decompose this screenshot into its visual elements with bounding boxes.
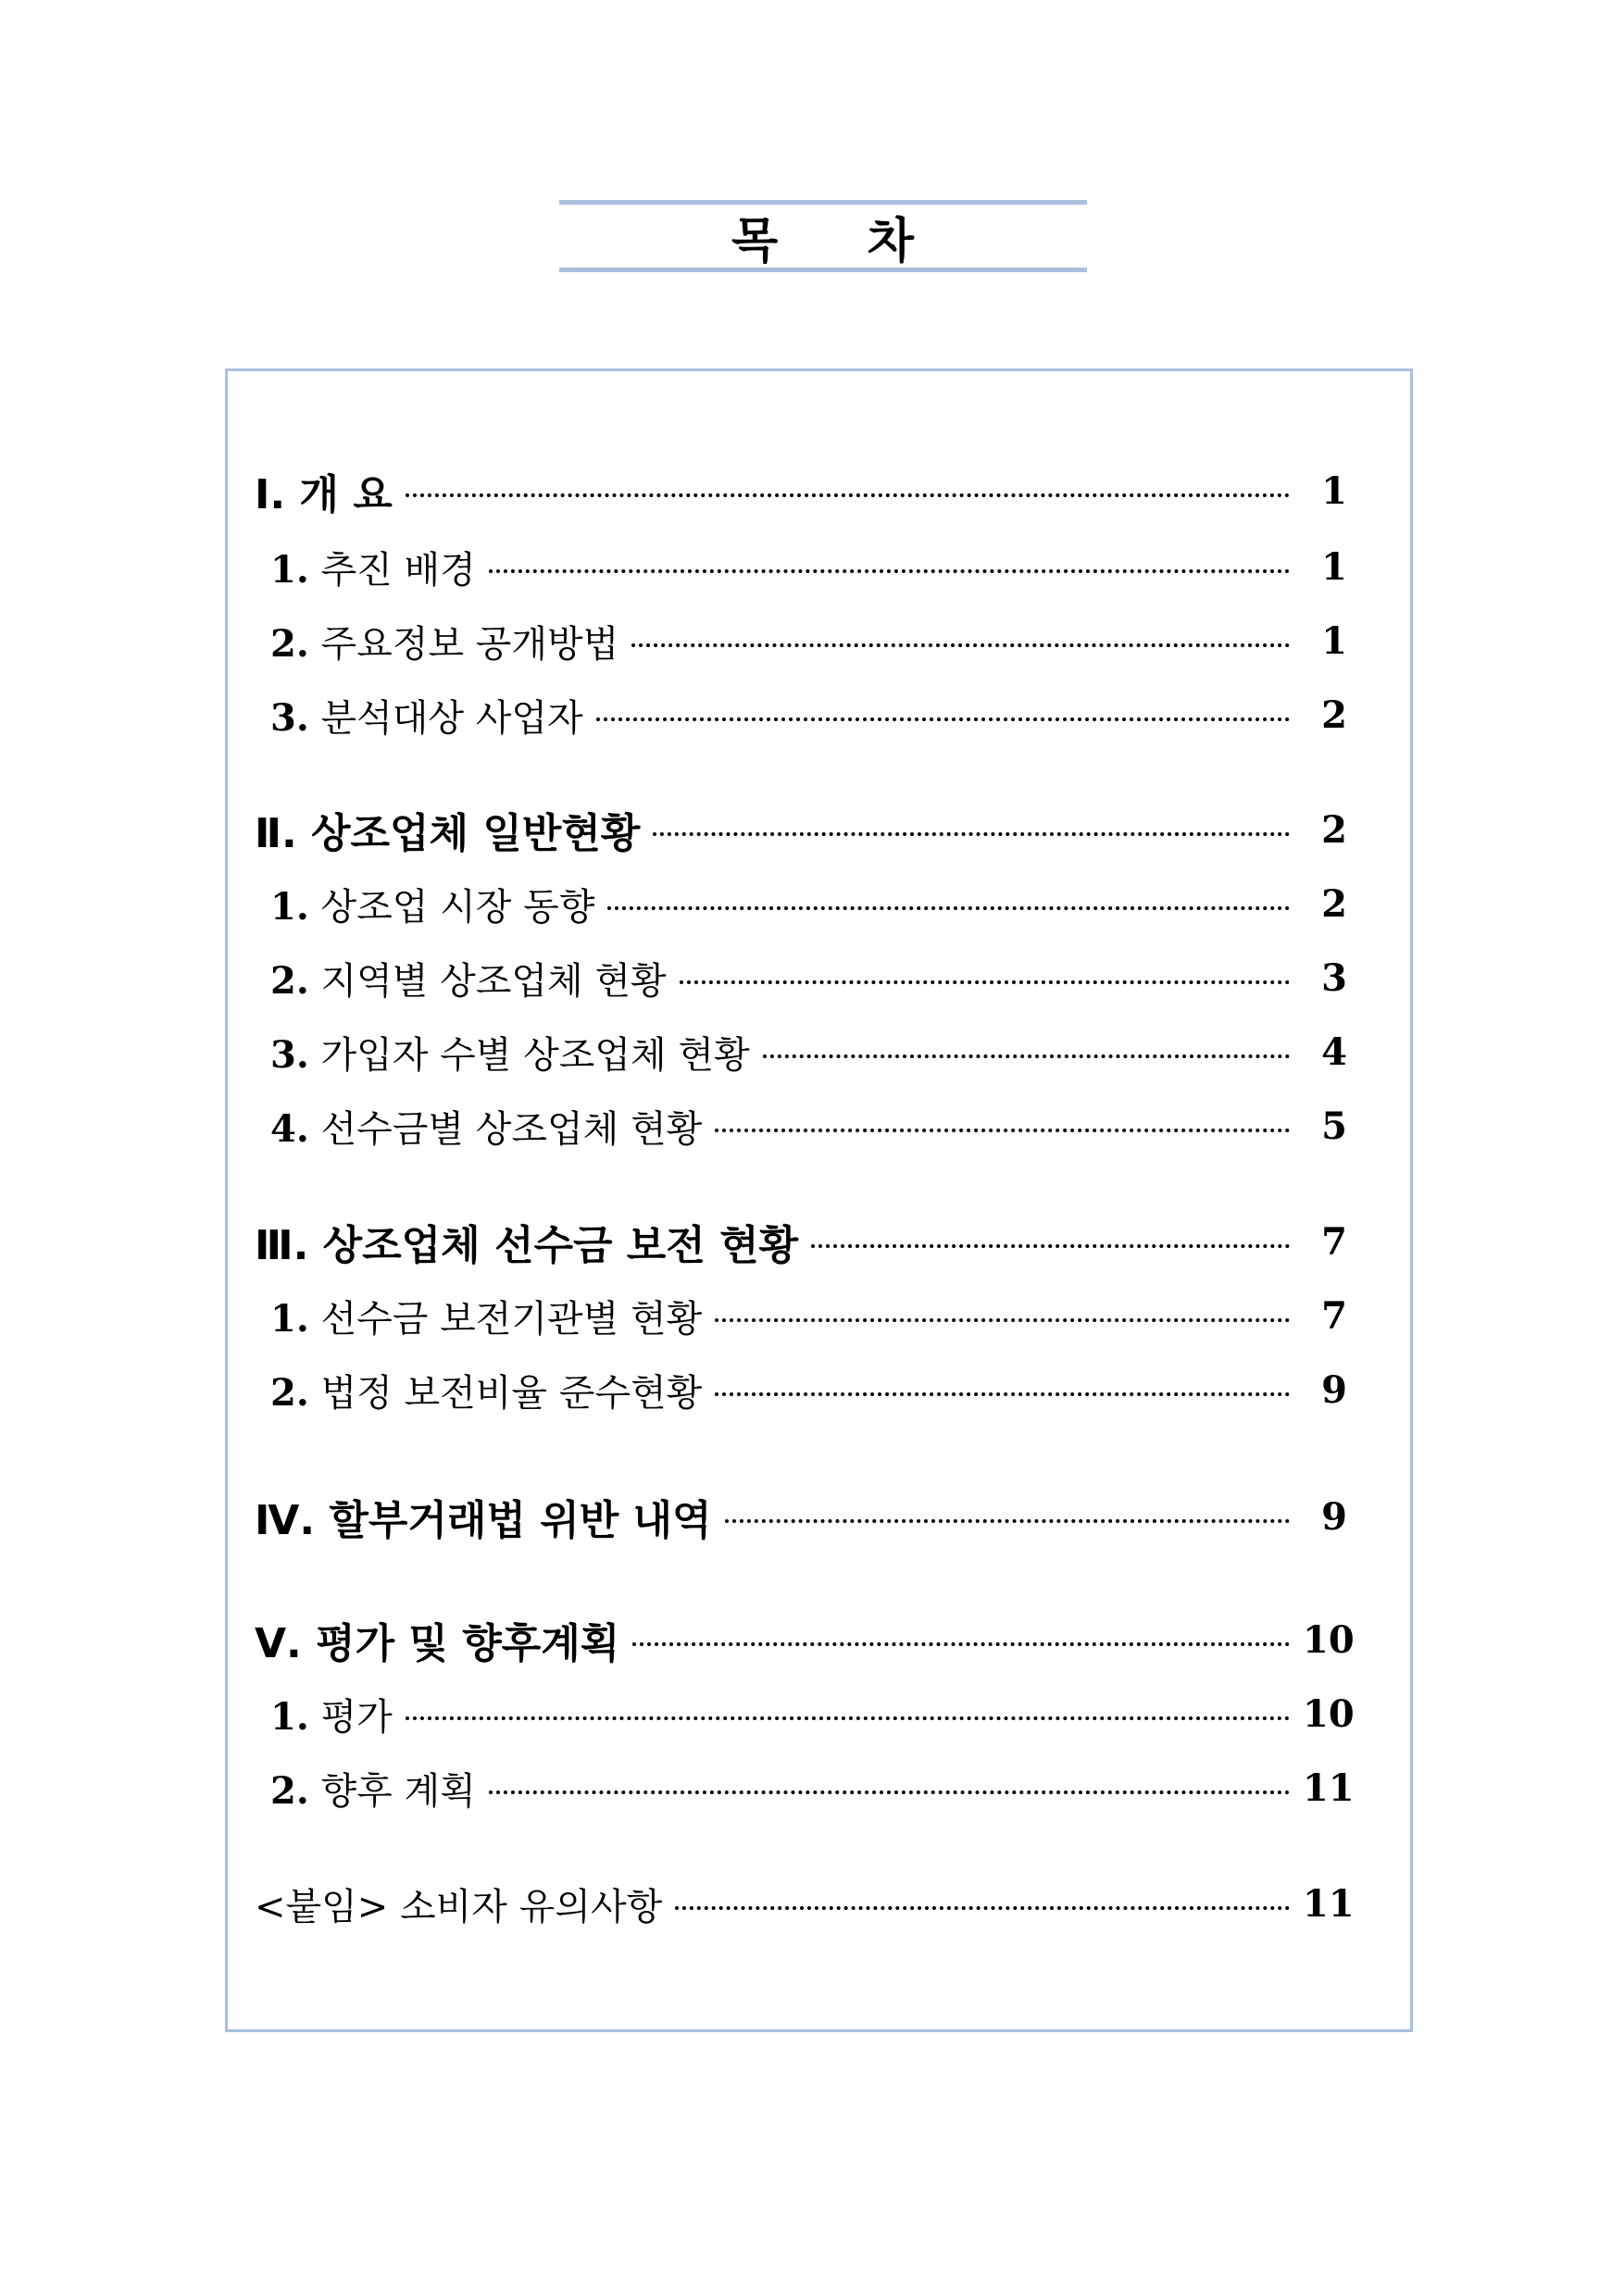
- toc-entry-label: 지역별 상조업체 현황: [320, 959, 667, 1003]
- dot-leader: [725, 1519, 1290, 1523]
- toc-entry-text: [270, 689, 583, 742]
- dot-leader: [715, 1318, 1290, 1322]
- toc-entry-text: [270, 1688, 393, 1741]
- dot-leader: [680, 980, 1290, 984]
- toc-entry-appendix[interactable]: [255, 1876, 1355, 1931]
- toc-entry-2-1[interactable]: [270, 876, 1347, 931]
- toc-entry-label: 추진 배경: [320, 548, 476, 592]
- page-title: 목 차: [731, 213, 915, 269]
- toc-page-number: 11: [1303, 1881, 1355, 1926]
- toc-entry-2-4[interactable]: [270, 1098, 1347, 1154]
- toc-entry-text: [270, 952, 667, 1004]
- dot-leader: [632, 1642, 1290, 1646]
- toc-page-number: 3: [1321, 955, 1347, 1000]
- toc-page-number: 4: [1321, 1029, 1347, 1074]
- toc-entry-section-3[interactable]: [255, 1214, 1347, 1269]
- toc-page-number: 1: [1321, 618, 1347, 663]
- toc-page-number: 7: [1321, 1293, 1347, 1338]
- dot-leader: [631, 643, 1290, 647]
- toc-entry-3-2[interactable]: [270, 1362, 1347, 1417]
- toc-page-number: 2: [1321, 693, 1347, 737]
- toc-entry-text: [270, 1364, 702, 1416]
- toc-entry-section-2[interactable]: [255, 802, 1347, 857]
- toc-entry-number: 1.: [270, 884, 309, 929]
- toc-entry-5-1[interactable]: [270, 1686, 1355, 1741]
- toc-entry-1-3[interactable]: [270, 687, 1347, 742]
- toc-entry-label: 법정 보전비율 준수현황: [320, 1371, 703, 1415]
- toc-entry-3-1[interactable]: [270, 1288, 1347, 1343]
- dot-leader: [715, 1392, 1290, 1396]
- dot-leader: [596, 718, 1290, 721]
- toc-entry-5-2[interactable]: [270, 1760, 1355, 1816]
- toc-page-number: 11: [1303, 1766, 1355, 1810]
- toc-entry-number: 2.: [270, 1370, 309, 1415]
- toc-entry-number: 1.: [270, 547, 309, 592]
- toc-entry-label: 선수금 보전기관별 현황: [320, 1297, 703, 1341]
- toc-page-number: 10: [1303, 1691, 1355, 1736]
- toc-entry-number: 4.: [270, 1106, 309, 1151]
- dot-leader: [715, 1129, 1290, 1132]
- dot-leader: [607, 906, 1290, 910]
- toc-entry-1-1[interactable]: [270, 539, 1347, 594]
- toc-entry-label: 분석대상 사업자: [320, 696, 583, 740]
- toc-page-number: 10: [1303, 1617, 1355, 1662]
- toc-entry-number: 3.: [270, 695, 309, 740]
- toc-entry-2-3[interactable]: [270, 1024, 1347, 1079]
- toc-entry-label: 선수금별 상조업체 현황: [320, 1107, 703, 1151]
- toc-entry-section-1[interactable]: [255, 463, 1347, 518]
- toc-page-number: 5: [1321, 1104, 1347, 1148]
- toc-page-number: 2: [1321, 807, 1347, 852]
- toc-entry-label: 평가: [320, 1695, 393, 1739]
- toc-entry-text: [270, 878, 594, 930]
- toc-entry-section-5[interactable]: [255, 1612, 1355, 1667]
- title-block: [559, 200, 1087, 272]
- toc-entry-number: 2.: [270, 1768, 309, 1813]
- toc-entry-number: 1.: [270, 1296, 309, 1341]
- toc-entry-number: 2.: [270, 621, 309, 666]
- dot-leader: [811, 1244, 1290, 1248]
- toc-entry-label: Ⅱ. 상조업체 일반현황: [255, 810, 641, 857]
- toc-entry-label: 상조업 시장 동향: [320, 885, 595, 929]
- toc-page-number: 9: [1321, 1367, 1347, 1412]
- toc-entry-section-4[interactable]: [255, 1489, 1347, 1544]
- toc-entry-2-2[interactable]: [270, 950, 1347, 1005]
- toc-entry-label: Ⅳ. 할부거래법 위반 내역: [255, 1497, 712, 1544]
- toc-entry-label: 주요정보 공개방법: [320, 622, 619, 666]
- toc-entry-text: [270, 1026, 750, 1079]
- toc-entry-text: [270, 1762, 476, 1815]
- toc-entry-number: 1.: [270, 1694, 309, 1739]
- toc-page-number: 2: [1321, 881, 1347, 926]
- dot-leader: [763, 1054, 1290, 1058]
- toc-entry-label: Ⅴ. 평가 및 향후계획: [255, 1620, 620, 1667]
- dot-leader: [653, 832, 1290, 836]
- toc-entry-label: <붙임> 소비자 유의사항: [255, 1885, 663, 1928]
- dot-leader: [489, 1791, 1290, 1794]
- toc-entry-label: Ⅰ. 개 요: [255, 471, 393, 518]
- toc-entry-text: [270, 541, 476, 593]
- toc-entry-label: 가입자 수별 상조업체 현황: [320, 1033, 750, 1077]
- toc-entry-number: 2.: [270, 958, 309, 1003]
- toc-page-number: 7: [1321, 1219, 1347, 1264]
- toc-entry-1-2[interactable]: [270, 613, 1347, 668]
- dot-leader: [489, 569, 1290, 573]
- toc-page-number: 1: [1321, 544, 1347, 589]
- toc-page-number: 1: [1321, 468, 1347, 513]
- toc-entry-number: 3.: [270, 1032, 309, 1077]
- toc-entry-label: Ⅲ. 상조업체 선수금 보전 현황: [255, 1222, 799, 1269]
- toc-entry-text: [270, 615, 618, 668]
- dot-leader: [406, 1716, 1290, 1720]
- toc-page-number: 9: [1321, 1494, 1347, 1539]
- toc-entry-text: [270, 1290, 702, 1342]
- dot-leader: [675, 1906, 1290, 1910]
- toc-entry-text: [270, 1100, 702, 1153]
- toc-entry-label: 향후 계획: [320, 1769, 476, 1813]
- dot-leader: [406, 493, 1290, 497]
